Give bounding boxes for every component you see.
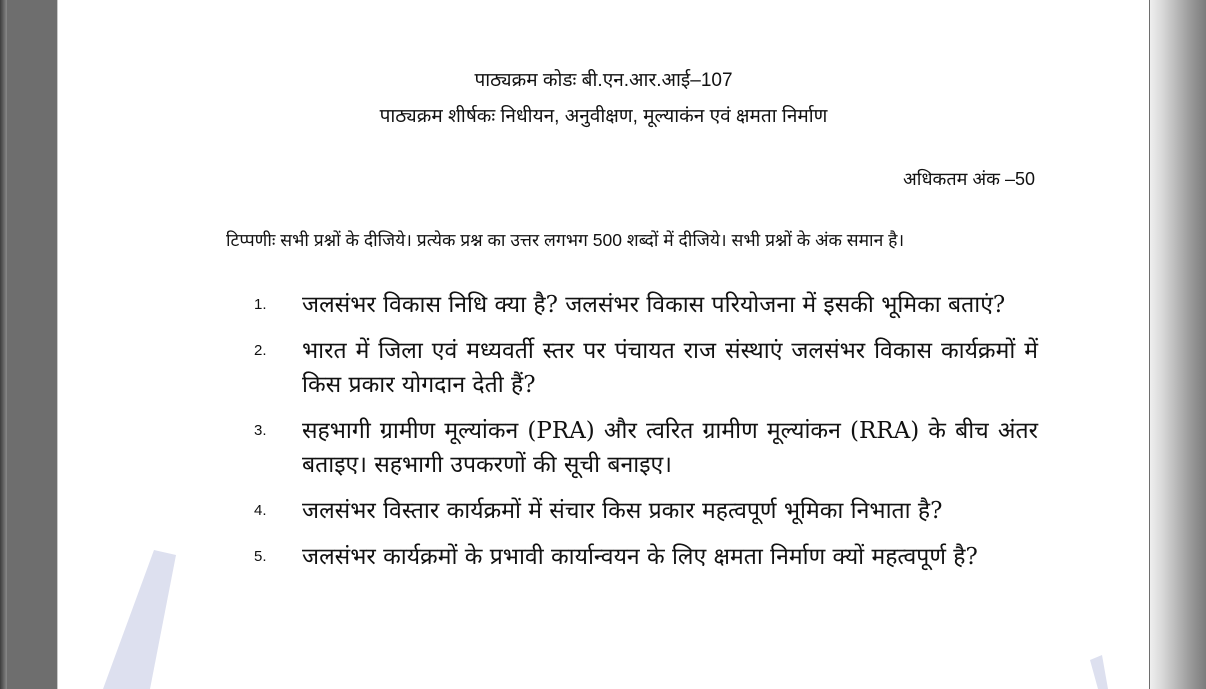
instructions-note: टिप्पणीः सभी प्रश्नों के दीजिये। प्रत्येक प्रश्न का उत्तर लगभग 500 शब्दों में दीजिये। सभी प्रश्नों के अंक समान है। [226, 230, 905, 250]
viewer-left-edge [0, 0, 7, 689]
max-marks: अधिकतम अंक –50 [903, 169, 1035, 189]
question-text: जलसंभर विकास निधि क्या है? जलसंभर विकास परियोजना में इसकी भूमिका बताएं? [302, 292, 1006, 318]
question-number: 2. [254, 342, 267, 359]
question-item [248, 288, 1038, 322]
question-item [248, 334, 1038, 402]
question-text: भारत में जिला एवं मध्यवर्ती स्तर पर पंचायत राज संस्थाएं जलसंभर विकास कार्यक्रमों में किस प्रकार योगदान देती हैं? [302, 338, 1038, 398]
document-page [57, 0, 1149, 689]
viewer-right-edge [1150, 0, 1206, 689]
course-code: पाठ्यक्रम कोडः बी.एन.आर.आई–107 [474, 70, 733, 91]
question-number: 4. [254, 502, 267, 519]
question-number: 5. [254, 548, 267, 565]
question-item [248, 540, 1038, 574]
course-title: पाठ्यक्रम शीर्षकः निधीयन, अनुवीक्षण, मूल्याकंन एवं क्षमता निर्माण [379, 106, 828, 127]
question-item [248, 494, 1038, 528]
question-number: 1. [254, 296, 267, 313]
question-text: सहभागी ग्रामीण मूल्यांकन (PRA) और त्वरित ग्रामीण मूल्यांकन (RRA) के बीच अंतर बताइए। सहभागी उपकरणों की सूची बनाइए। [302, 418, 1038, 478]
question-number: 3. [254, 422, 267, 439]
question-list [248, 288, 1038, 586]
question-text: जलसंभर विस्तार कार्यक्रमों में संचार किस प्रकार महत्वपूर्ण भूमिका निभाता है? [302, 498, 943, 524]
question-text: जलसंभर कार्यक्रमों के प्रभावी कार्यान्वयन के लिए क्षमता निर्माण क्यों महत्वपूर्ण है? [302, 544, 978, 570]
question-item [248, 414, 1038, 482]
